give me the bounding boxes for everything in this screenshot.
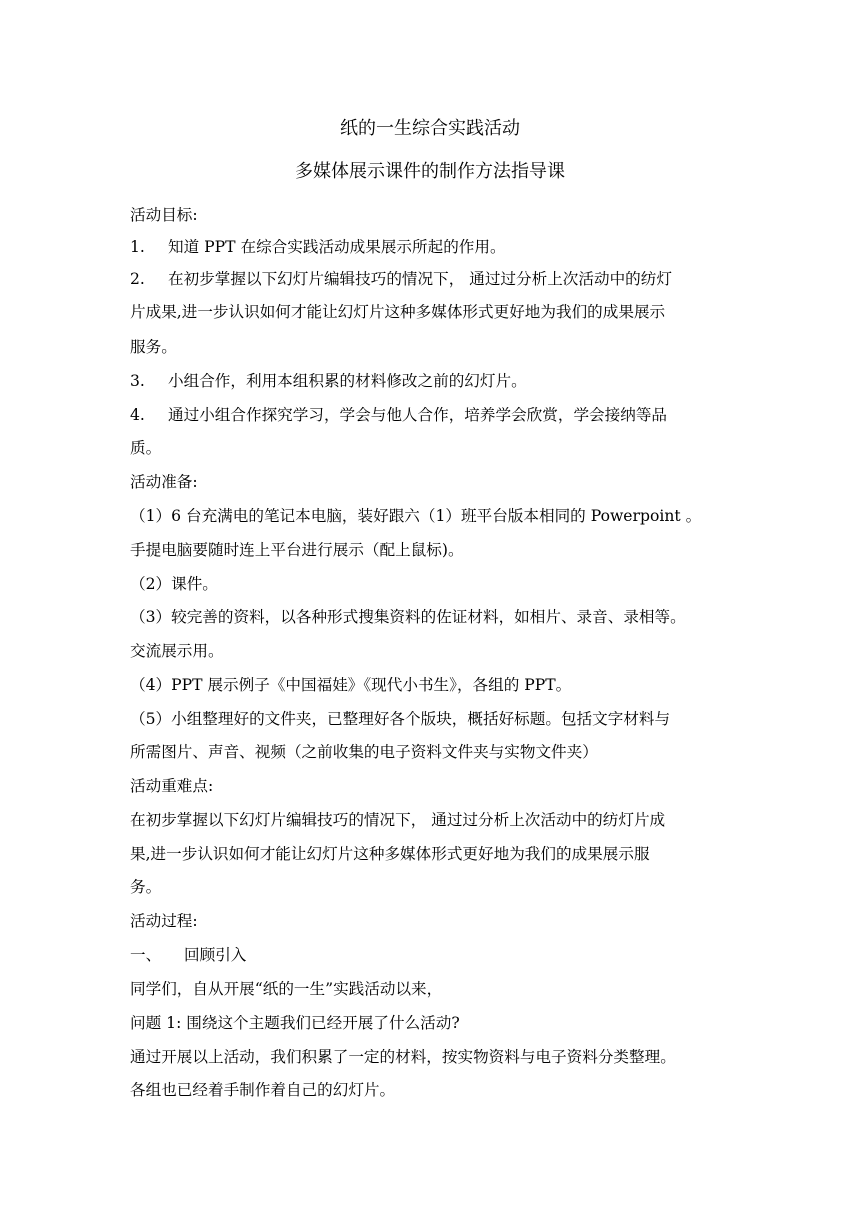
prep-item-4: （4）PPT 展示例子《中国福娃》《现代小书生》，各组的 PPT。	[130, 676, 572, 694]
process-paragraph-cont: 各组也已经着手制作着自己的幻灯片。	[130, 1081, 396, 1099]
goals-heading: 活动目标:	[130, 206, 198, 224]
goal-item-2-cont: 片成果,进一步认识如何才能让幻灯片这种多媒体形式更好地为我们的成果展示	[130, 303, 666, 321]
goal-item-4	[130, 405, 735, 425]
goal-num: 4.	[130, 406, 145, 424]
goal-text: 小组合作，利用本组积累的材料修改之前的幻灯片。	[168, 372, 527, 390]
process-section-1	[130, 945, 735, 965]
process-question: 问题 1: 围绕这个主题我们已经开展了什么活动?	[130, 1014, 460, 1032]
goal-item-1	[130, 237, 735, 257]
goal-text: 知道 PPT 在综合实践活动成果展示所起的作用。	[168, 238, 506, 256]
prep-item-1-cont: 手提电脑要随时连上平台进行展示（配上鼠标)。	[130, 541, 464, 559]
goal-text: 在初步掌握以下幻灯片编辑技巧的情况下， 通过过分析上次活动中的纺灯	[168, 270, 672, 288]
prep-heading: 活动准备:	[130, 473, 198, 491]
section-num: 一、	[130, 946, 162, 964]
goal-num: 1.	[130, 238, 145, 256]
process-heading: 活动过程:	[130, 912, 198, 930]
doc-title: 纸的一生综合实践活动	[340, 118, 520, 139]
difficulty-line-1: 在初步掌握以下幻灯片编辑技巧的情况下， 通过过分析上次活动中的纺灯片成	[130, 811, 666, 829]
prep-item-3-cont: 交流展示用。	[130, 642, 224, 660]
process-paragraph: 通过开展以上活动，我们积累了一定的材料，按实物资料与电子资料分类整理。	[130, 1048, 676, 1066]
process-paragraph: 同学们，自从开展“纸的一生”实践活动以来，	[130, 980, 443, 998]
difficulty-heading: 活动重难点:	[130, 777, 214, 795]
goal-item-3	[130, 371, 735, 391]
goal-item-2	[130, 269, 735, 289]
prep-item-2: （2）课件。	[130, 575, 218, 593]
goal-text: 通过小组合作探究学习，学会与他人合作，培养学会欣赏，学会接纳等品	[168, 406, 668, 424]
section-title: 回顾引入	[184, 946, 247, 964]
goal-item-2-cont: 服务。	[130, 338, 177, 356]
difficulty-line-3: 务。	[130, 878, 162, 896]
prep-item-3: （3）较完善的资料，以各种形式搜集资料的佐证材料，如相片、录音、录相等。	[130, 608, 686, 626]
prep-item-1: （1）6 台充满电的笔记本电脑，装好跟六（1）班平台版本相同的 Powerpoint 。	[130, 507, 702, 525]
goal-item-4-cont: 质。	[130, 439, 162, 457]
prep-item-5-cont: 所需图片、声音、视频（之前收集的电子资料文件夹与实物文件夹）	[130, 743, 598, 761]
goal-num: 2.	[130, 270, 145, 288]
prep-item-5: （5）小组整理好的文件夹，已整理好各个版块，概括好标题。包括文字材料与	[130, 710, 671, 728]
goal-num: 3.	[130, 372, 145, 390]
difficulty-line-2: 果,进一步认识如何才能让幻灯片这种多媒体形式更好地为我们的成果展示服	[130, 845, 650, 863]
doc-subtitle: 多媒体展示课件的制作方法指导课	[295, 161, 565, 182]
